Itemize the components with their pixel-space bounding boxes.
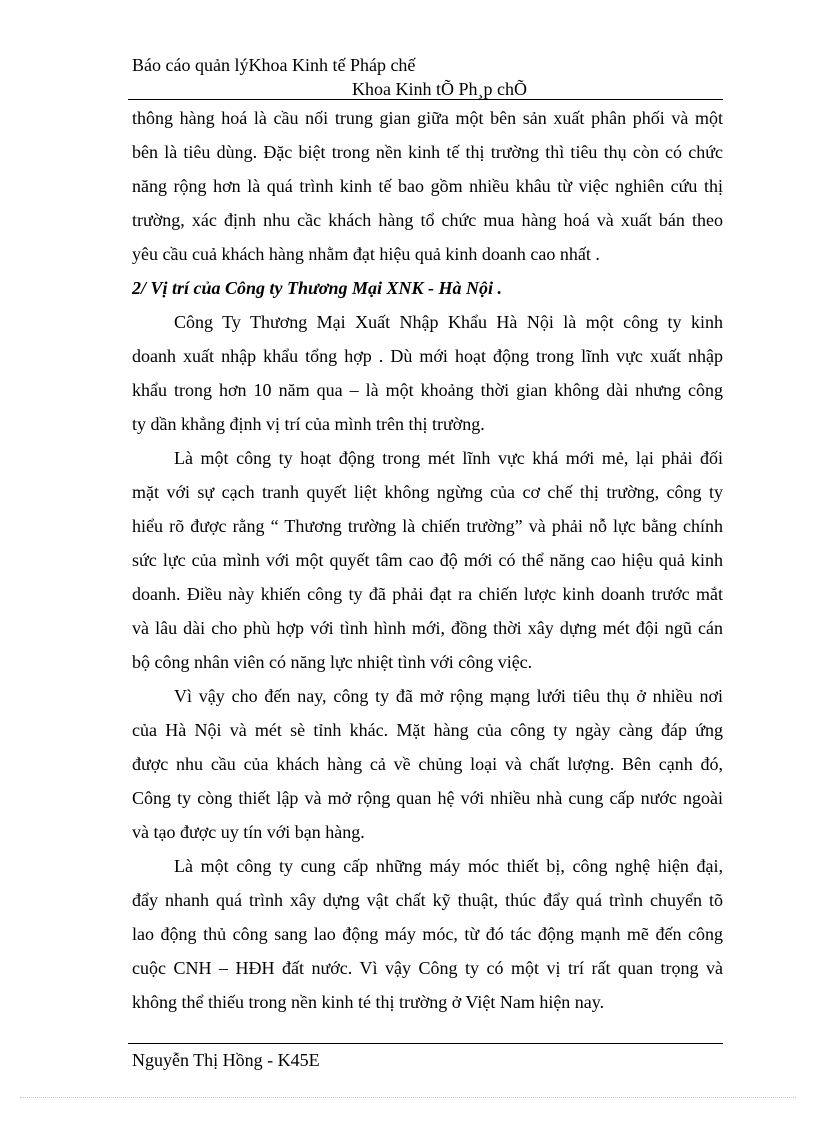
text-line: và tạo được uy tín với bạn hàng. bbox=[132, 822, 365, 842]
paragraph-4 bbox=[132, 679, 723, 849]
text-line: doanh xuất nhập khẩu tổng hợp . Dù mới hoạt động trong lĩnh vực xuất nhập bbox=[132, 346, 723, 366]
text-line: yêu cầu cuả khách hàng nhằm đạt hiệu quả kinh doanh cao nhất . bbox=[132, 244, 600, 264]
text-line: năng rộng hơn là quá trình kinh tế bao gồm nhiều khâu từ việc nghiên cứu thị bbox=[132, 176, 723, 196]
footer-author: Nguyễn Thị Hồng - K45E bbox=[132, 1050, 320, 1070]
text-line: cuộc CNH – HĐH đất nước. Vì vậy Công ty có một vị trí rất quan trọng và bbox=[132, 958, 723, 978]
text-line: Công Ty Thương Mại Xuất Nhập Khẩu Hà Nội là một công ty kinh bbox=[174, 312, 723, 332]
text-line: Công ty còng thiết lập và mở rộng quan hệ với nhiều nhà cung cấp nước ngoài bbox=[132, 788, 723, 808]
text-line: thông hàng hoá là cầu nối trung gian giữa một bên sản xuất phân phối và một bbox=[132, 108, 723, 128]
text-line: trường, xác định nhu cầc khách hàng tổ chức mua hàng hoá và xuất bán theo bbox=[132, 210, 723, 230]
body-text bbox=[132, 101, 723, 1019]
text-line: Vì vậy cho đến nay, công ty đã mở rộng mạng lưới tiêu thụ ở nhiều nơi bbox=[174, 686, 723, 706]
text-line: mặt với sự cạch tranh quyết liệt không ngừng của cơ chế thị trường, công ty bbox=[132, 482, 723, 502]
text-line: khẩu trong hơn 10 năm qua – là một khoảng thời gian không dài nhưng công bbox=[132, 380, 723, 400]
text-line: Là một công ty cung cấp những máy móc thiết bị, công nghệ hiện đại, bbox=[174, 856, 723, 876]
header-divider bbox=[128, 99, 723, 100]
page-boundary bbox=[20, 1097, 796, 1098]
text-line: ty dần khẳng định vị trí của mình trên thị trường. bbox=[132, 414, 485, 434]
text-line: của Hà Nội và mét sè tỉnh khác. Mặt hàng của công ty ngày càng đáp ứng bbox=[132, 720, 723, 740]
paragraph-2 bbox=[132, 305, 723, 441]
text-line: hiểu rõ được rằng “ Thương trường là chiến trường” và phải nỗ lực bằng chính bbox=[132, 516, 723, 536]
text-line: lao động thủ công sang lao động máy móc, từ đó tác động mạnh mẽ đến công bbox=[132, 924, 723, 944]
text-line: được nhu cầu của khách hàng cả về chủng loại và chất lượng. Bên cạnh đó, bbox=[132, 754, 723, 774]
text-line: doanh. Điều này khiến công ty đã phải đạt ra chiến lược kinh doanh trước mắt bbox=[132, 584, 723, 604]
section-heading: 2/ Vị trí của Công ty Thương Mại XNK - Hà Nội . bbox=[132, 278, 502, 298]
footer-divider bbox=[128, 1043, 723, 1044]
text-line: bộ công nhân viên có năng lực nhiệt tình với công việc. bbox=[132, 652, 533, 672]
text-line: đẩy nhanh quá trình xây dựng vật chất kỹ thuật, thúc đẩy quá trình chuyển tõ bbox=[132, 890, 723, 910]
text-line: và lâu dài cho phù hợp với tình hình mới, đồng thời xây dựng mét đội ngũ cán bbox=[132, 618, 723, 638]
text-line: bên là tiêu dùng. Đặc biệt trong nền kinh tế thị trường thì tiêu thụ còn có chức bbox=[132, 142, 723, 162]
paragraph-5 bbox=[132, 849, 723, 1019]
paragraph-3 bbox=[132, 441, 723, 679]
section-heading-paragraph bbox=[132, 271, 723, 305]
text-line: Là một công ty hoạt động trong mét lĩnh vực khá mới mẻ, lại phải đối bbox=[174, 448, 723, 468]
header-subtitle: Khoa Kinh tÕ Ph¸p chÕ bbox=[352, 79, 527, 99]
text-line: sức lực của mình với một quyết tâm cao độ mới có thể năng cao hiệu quả kinh bbox=[132, 550, 723, 570]
header-title: Báo cáo quản lýKhoa Kinh tế Pháp chế bbox=[132, 55, 416, 75]
paragraph-1 bbox=[132, 101, 723, 271]
text-line: không thể thiếu trong nền kinh té thị trường ở Việt Nam hiện nay. bbox=[132, 992, 605, 1012]
